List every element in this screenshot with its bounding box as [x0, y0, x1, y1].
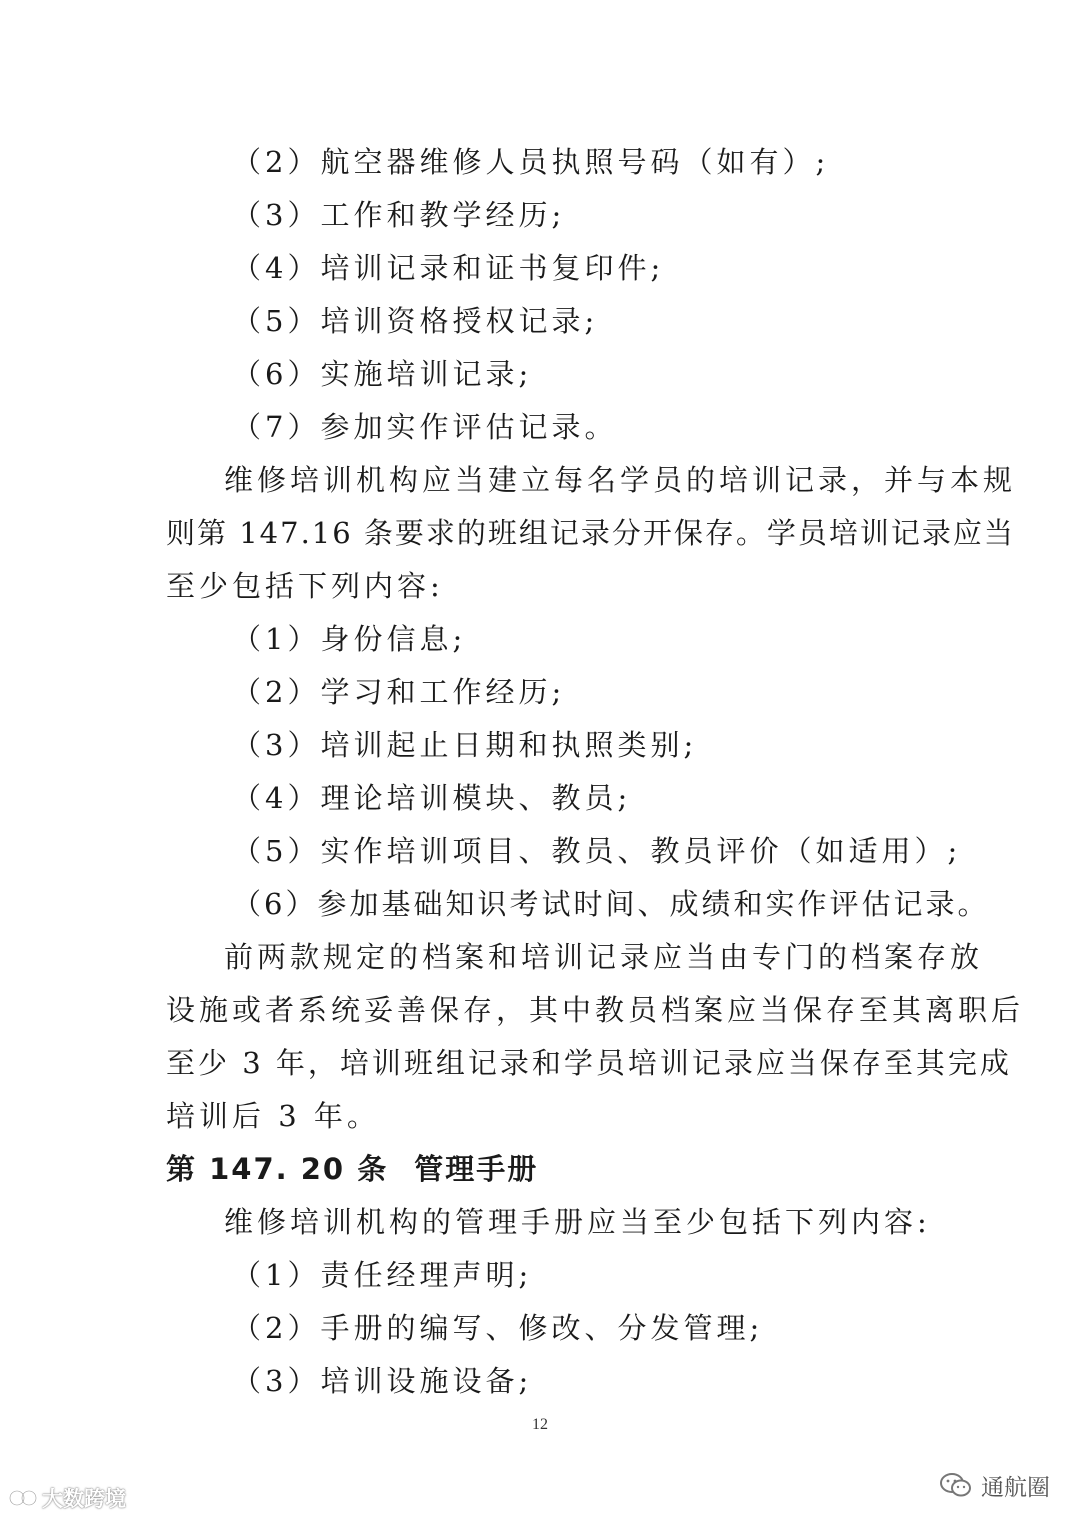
list-item: （4）理论培训模块、教员; — [232, 781, 632, 815]
list-item: （4）培训记录和证书复印件; — [232, 251, 665, 285]
section-title: 管理手册 — [414, 1152, 539, 1186]
watermark-left-text: 大数跨境 — [42, 1487, 126, 1511]
paragraph-line: 培训后 3 年。 — [166, 1099, 380, 1133]
watermark-right-text: 通航圈 — [981, 1474, 1050, 1501]
paragraph-line: 至少 3 年，培训班组记录和学员培训记录应当保存至其完成 — [166, 1046, 1012, 1080]
paragraph-line: 前两款规定的档案和培训记录应当由专门的档案存放 — [224, 940, 984, 974]
list-item: （3）工作和教学经历; — [232, 198, 566, 232]
paragraph-line: 至少包括下列内容: — [166, 569, 444, 603]
list-item: （5）培训资格授权记录; — [232, 304, 599, 338]
paragraph-line: 设施或者系统妥善保存，其中教员档案应当保存至其离职后 — [166, 993, 1025, 1027]
list-item: （6）实施培训记录; — [232, 357, 533, 391]
list-item: （7）参加实作评估记录。 — [232, 410, 618, 444]
list-item: （1）责任经理声明; — [232, 1258, 533, 1292]
list-item: （3）培训起止日期和执照类别; — [232, 728, 698, 762]
paragraph-line: 维修培训机构的管理手册应当至少包括下列内容: — [224, 1205, 931, 1239]
list-item: （1）身份信息; — [232, 622, 467, 656]
list-item: （3）培训设施设备; — [232, 1364, 533, 1398]
list-item: （2）手册的编写、修改、分发管理; — [232, 1311, 764, 1345]
watermark-left — [8, 1480, 126, 1516]
section-heading — [166, 1149, 538, 1189]
watermark-right — [939, 1465, 1050, 1505]
paragraph-line: 维修培训机构应当建立每名学员的培训记录，并与本规 — [224, 463, 1017, 497]
page-number: 12 — [532, 1416, 548, 1433]
list-item: （6）参加基础知识考试时间、成绩和实作评估记录。 — [232, 887, 990, 921]
paragraph-line: 则第 147.16 条要求的班组记录分开保存。学员培训记录应当 — [166, 516, 1015, 550]
list-item: （2）航空器维修人员执照号码（如有）; — [232, 145, 830, 179]
section-number: 第 147. 20 条 — [166, 1152, 389, 1186]
wechat-icon — [939, 1471, 973, 1499]
list-item: （2）学习和工作经历; — [232, 675, 566, 709]
list-item: （5）实作培训项目、教员、教员评价（如适用）; — [232, 834, 962, 868]
logo-icon — [8, 1486, 38, 1510]
